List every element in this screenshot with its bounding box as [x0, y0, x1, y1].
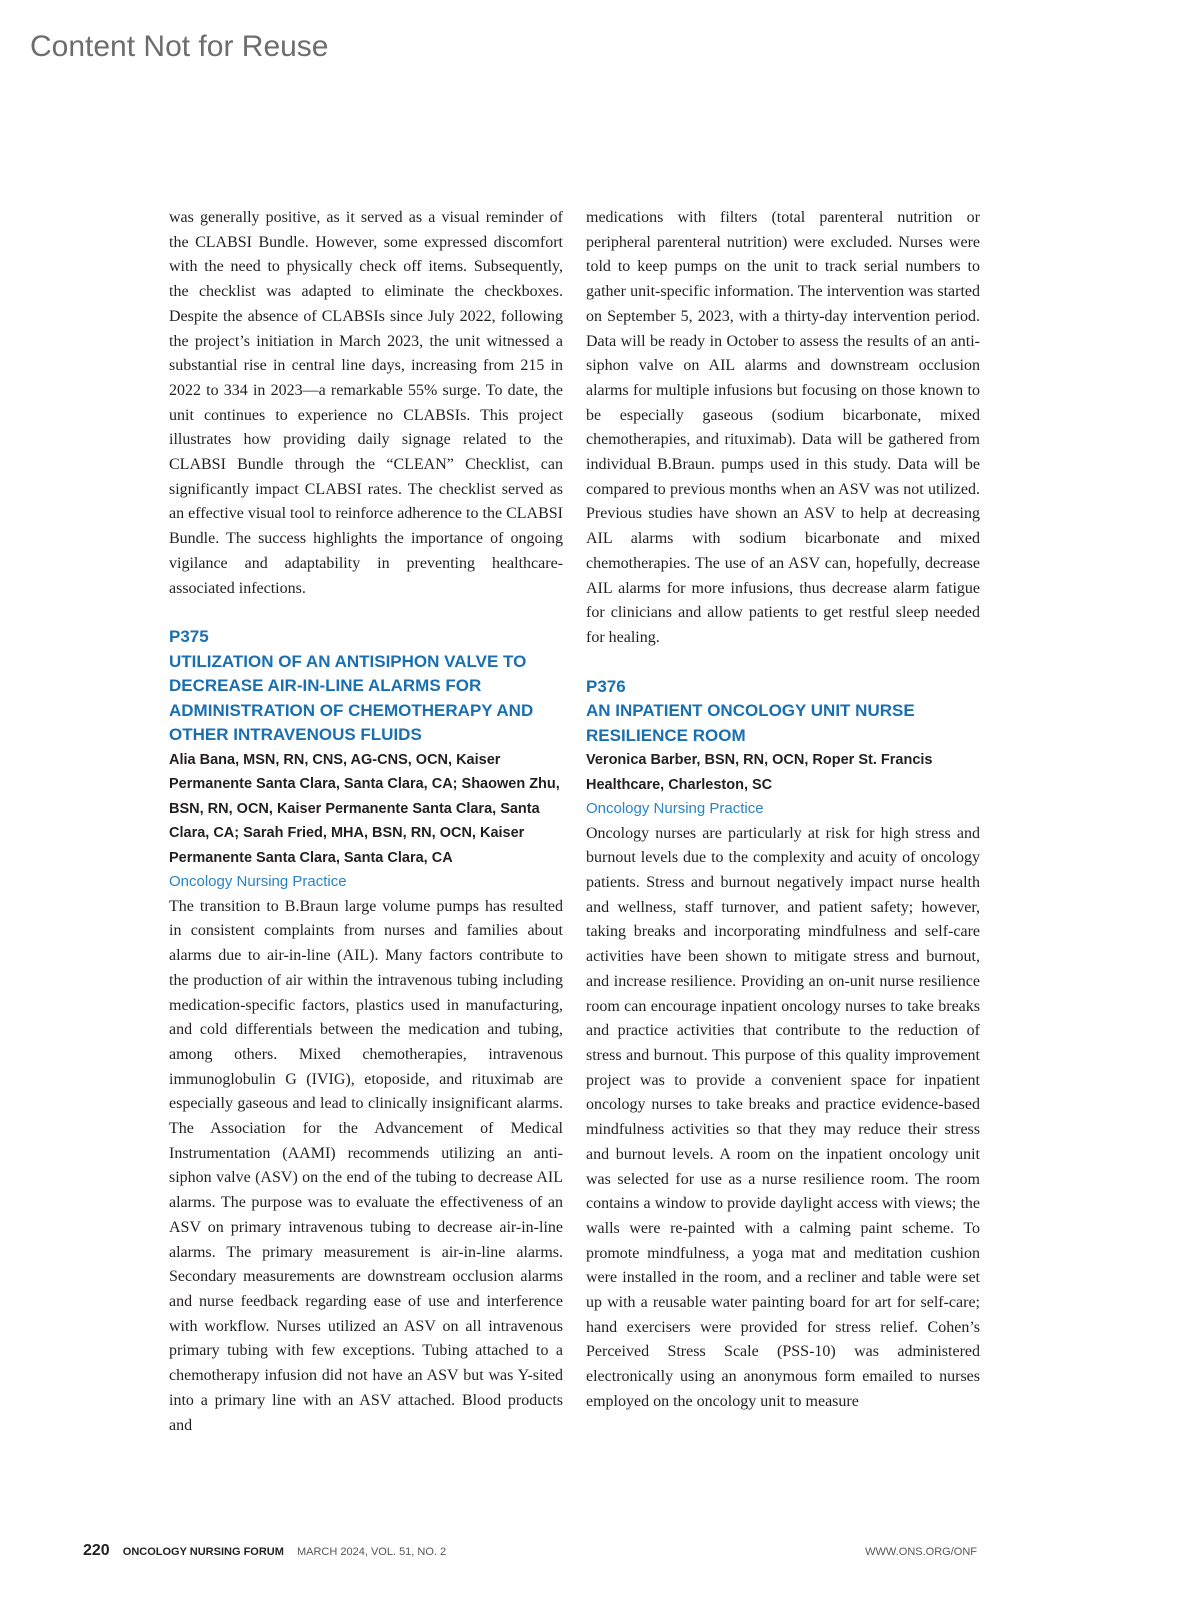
- continued-text: medications with filters (total parenteral nutrition or peripheral parenteral nutrition) were excluded. Nurses were told to keep pumps on the unit to track serial numbers to gather unit-specific information. The intervention was started on September 5, 2023, with a thirty-day intervention period. Data will be ready in October to assess the results of an anti-siphon valve on AIL alarms and downstream occlusion alarms for multiple infusions but focusing on those known to be especially gaseous (sodium bicarbonate, mixed chemotherapies, and rituximab). Data will be gathered from individual B.Braun. pumps used in this study. Data will be compared to previous months when an ASV was not utilized. Previous studies have shown an ASV to help at decreasing AIL alarms with sodium bicarbonate and mixed chemotherapies. The use of an ASV can, hopefully, decrease AIL alarms for more infusions, thus decrease alarm fatigue for clinicians and allow patients to get restful sleep needed for healing.: [586, 209, 980, 646]
- issue-info: MARCH 2024, VOL. 51, NO. 2: [296, 1546, 447, 1558]
- journal-url: WWW.ONS.ORG/ONF: [865, 1546, 977, 1558]
- right-column: [586, 206, 980, 1415]
- abstract-code: P376: [586, 676, 626, 696]
- abstract-category: Oncology Nursing Practice: [169, 873, 347, 891]
- abstract-authors: Alia Bana, MSN, RN, CNS, AG-CNS, OCN, Kaiser Permanente Santa Clara, Santa Clara, CA; Shaowen Zhu, BSN, RN, OCN, Kaiser Permanente Santa Clara, Santa Clara, CA; Sarah Fried, MHA, BSN, RN, OCN, Kaiser Permanente Santa Clara, Santa Clara, CA: [169, 751, 560, 866]
- abstract-body: Oncology nurses are particularly at risk for high stress and burnout levels due to the complexity and acuity of oncology patients. Stress and burnout negatively impact nurse health and wellness, staff turnover, and patient safety; however, taking breaks and incorporating mindfulness and self-care activities have been shown to mitigate stress and burnout, and increase resilience. Providing an on-unit nurse resilience room can encourage inpatient oncology nurses to take breaks and practice activities that contribute to the reduction of stress and burnout. This purpose of this quality improvement project was to provide a convenient space for inpatient oncology nurses to take breaks and practice evidence-based mindfulness activities so that they may reduce their stress and burnout levels. A room on the inpatient oncology unit was selected for use as a nurse resilience room. The room contains a window to provide daylight access with views; the walls were re-painted with a calming paint scheme. To promote mindfulness, a yoga mat and meditation cushion were installed in the room, and a recliner and table were set up with a reusable water painting board for art for self-care; hand exercisers were provided for stress relief. Cohen’s Perceived Stress Scale (PSS-10) was administered electronically using an anonymous form emailed to nurses employed on the oncology unit to measure: [586, 824, 980, 1410]
- abstract-authors: Veronica Barber, BSN, RN, OCN, Roper St. Francis Healthcare, Charleston, SC: [586, 752, 933, 793]
- abstract-title: AN INPATIENT ONCOLOGY UNIT NURSE RESILIENCE ROOM: [586, 701, 915, 745]
- continued-text: was generally positive, as it served as a visual reminder of the CLABSI Bundle. However, some expressed discomfort with the need to physically check off items. Subsequently, the checklist was adapted to eliminate the checkboxes. Despite the absence of CLABSIs since July 2022, following the project’s initiation in March 2023, the unit witnessed a substantial rise in central line days, increasing from 215 in 2022 to 334 in 2023—a remarkable 55% surge. To date, the unit continues to experience no CLABSIs. This project illustrates how providing daily signage related to the CLABSI Bundle through the “CLEAN” Checklist, can significantly impact CLABSI rates. The checklist served as an effective visual tool to reinforce adherence to the CLABSI Bundle. The success highlights the importance of ongoing vigilance and adaptability in preventing healthcare-associated infections.: [169, 209, 563, 597]
- abstract-category: Oncology Nursing Practice: [586, 800, 764, 818]
- abstract-title: UTILIZATION OF AN ANTISIPHON VALVE TO DECREASE AIR-IN-LINE ALARMS FOR ADMINISTRATION OF CHEMOTHERAPY AND OTHER INTRAVENOUS FLUIDS: [169, 651, 534, 745]
- abstract-code: P375: [169, 627, 209, 647]
- abstract-body: The transition to B.Braun large volume pumps has resulted in consistent complaints from nurses and families about alarms due to air-in-line (AIL). Many factors contribute to the production of air within the intravenous tubing including medication-specific factors, plastics used in manufacturing, and cold differentials between the medication and tubing, among others. Mixed chemotherapies, intravenous immunoglobulin G (IVIG), etoposide, and rituximab are especially gaseous and lead to clinically insignificant alarms. The Association for the Advancement of Medical Instrumentation (AAMI) recommends utilizing an anti-siphon valve (ASV) on the end of the tubing to decrease AIL alarms. The purpose was to evaluate the effectiveness of an ASV on primary intravenous tubing to decrease air-in-line alarms. The primary measurement is air-in-line alarms. Secondary measurements are downstream occlusion alarms and nurse feedback regarding ease of use and interference with workflow. Nurses utilized an ASV on all intravenous primary tubing with few exceptions. Tubing attached to a chemotherapy infusion did not have an ASV but was Y-sited into a primary line with an ASV attached. Blood products and: [169, 897, 563, 1434]
- watermark: Content Not for Reuse: [30, 30, 329, 63]
- left-column: [169, 206, 563, 1438]
- page-footer: [83, 1542, 1000, 1560]
- page-number: 220: [83, 1542, 110, 1559]
- journal-name: ONCOLOGY NURSING FORUM: [122, 1546, 284, 1558]
